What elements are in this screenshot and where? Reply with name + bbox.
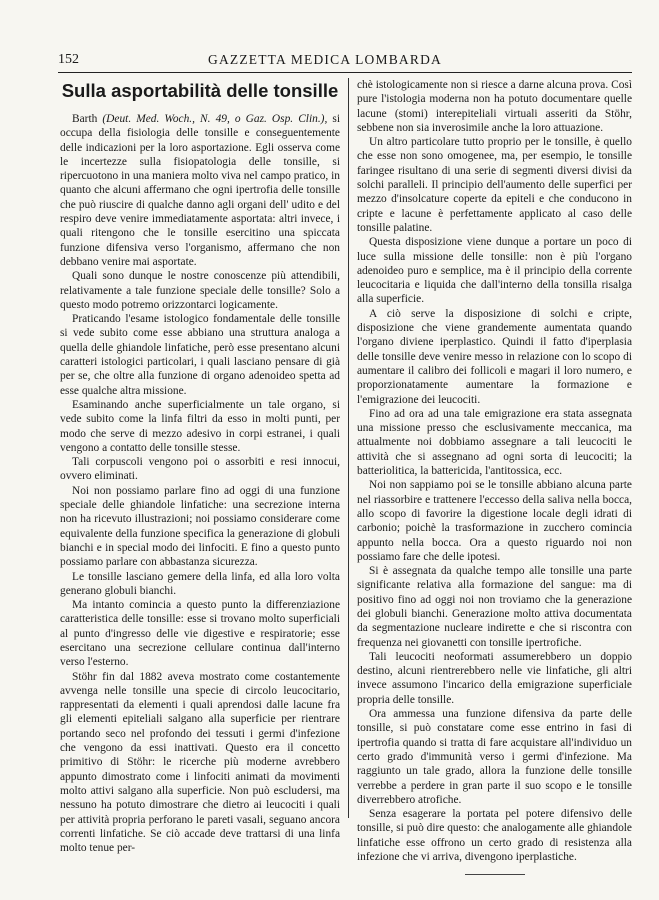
intro-citation: (Deut. Med. Woch., N. 49, o Gaz. Osp. Clin.),: [102, 113, 328, 125]
paragraph: Tali corpuscoli vengono poi o assorbiti e resi innocui, ovvero eliminati.: [60, 456, 340, 483]
paragraph: Senza esagerare la portata pel potere difensivo delle tonsille, si può dire questo: che analogamente alle ghiandole linfatiche esse offrono un certo grado di resistenza alla infezione che vi arriva, divengono iperplastiche.: [357, 808, 632, 864]
intro-paragraph: [60, 112, 340, 269]
paragraph: Noi non possiamo parlare fino ad oggi di una funzione speciale delle ghiandole linfatiche: una secrezione interna non ha ricevuto illustrazioni; noi possiamo considerare come equivalente della funzione specifica la generazione di globuli bianchi e in special modo dei linfociti. E fino a questo punto possiamo parlare con abbastanza sicurezza.: [60, 484, 340, 569]
page-number: 152: [58, 52, 79, 67]
header-rule: [58, 72, 632, 73]
paragraph: Si è assegnata da qualche tempo alle tonsille una parte significante relativa alla formazione del sangue: ma di positivo fino ad oggi noi non troviamo che la generazione dei globuli bianchi. Generazione molto attiva documentata da segmentazione nucleare indirette e che si riscontra con frequenza nei giovanetti con tonsille ipertrofiche.: [357, 565, 632, 649]
journal-title: GAZZETTA MEDICA LOMBARDA: [208, 52, 442, 67]
paragraph: Ma intanto comincia a questo punto la differenziazione caratteristica delle tonsille: esse si trovano molto superficiali al punto d'ingresso delle vie digestive e respiratorie; esse esercitano una secrezione cellulare continua dall'interno verso l'esterno.: [60, 599, 340, 669]
paragraph: Esaminando anche superficialmente un tale organo, si vede subito come la linfa filtri da esso in molti punti, per modo che serve di mezzo adesivo in corpi estranei, i quali vengono a contatto delle tonsille stesse.: [60, 398, 340, 454]
intro-author: Barth: [72, 113, 98, 125]
paragraph: Stöhr fin dal 1882 aveva mostrato come costantemente avvenga nelle tonsille una specie di circolo leucocitario, rappresentati da elementi i quali aprendosi dalle lacune fra gli elementi epiteliali salgano alla superficie per rientrare portando seco nel profondo dei tessuti i germi d'infezione che vengono da essi inattivati. Questo era il concetto primitivo di Stöhr: le ricerche più moderne avrebbero appunto dimostrato come i linfociti animati da movimenti molto attivi salgano alla superficie. Non può escludersi, ma nessuno ha potuto dimostrare che dietro ai leucociti i quali per attività propria perforano le pareti vasali, seguano ancora correnti linfatiche. Se ciò accade deve trattarsi di una linfa molto tenue per-: [60, 670, 340, 855]
paragraph: Fino ad ora ad una tale emigrazione era stata assegnata una missione presso che esclusivamente meccanica, ma attualmente noi dobbiamo assegnare a tali leucociti le attività che si assegnano ad ogni sorta di leucociti; la batteriolitica, la battericida, l'antitossica, ecc.: [357, 407, 632, 478]
article-title: Sulla asportabilità delle tonsille: [61, 80, 339, 101]
paragraph: Tali leucociti neoformati assumerebbero un doppio destino, alcuni rientrerebbero nelle vie linfatiche, gli altri invece assumono l'incarico della emigrazione superficiale propria delle tonsille.: [357, 650, 632, 706]
paragraph: Un altro particolare tutto proprio per le tonsille, è quello che esse non sono omogenee, ma, per esempio, le tonsille faringee risultano di una serie di segmenti diversi divisi da solchi paralleli. Il principio dell'aumento delle superfici per mezzo d'insolcature coperte da epiteli e che conducono in cripte e lacune è perfettamente applicato al caso delle tonsille palatine.: [357, 136, 632, 234]
continued-paragraph: chè istologicamente non si riesce a darne alcuna prova. Così pure l'istologia moderna non ha potuto documentare quelle lacune (stomi) interepiteliali virtuali asseriti da Stöhr, sebbene non sia inverosimile anche la loro attuazione.: [357, 79, 632, 134]
paragraph: Quali sono dunque le nostre conoscenze più attendibili, relativamente a tale funzione speciale delle tonsille? Solo a questo modo potremo orizzontarci logicamente.: [60, 270, 340, 311]
paragraph: Noi non sappiamo poi se le tonsille abbiano alcuna parte nel riassorbire e trattenere l'eccesso della saliva nella bocca, allo scopo di favorire la digestione locale degli idrati di carbonio; poichè la trasformazione in zucchero comincia appunto nella bocca. Ora a questo riguardo noi non possiamo fare che delle ipotesi.: [357, 479, 632, 563]
paragraph: Praticando l'esame istologico fondamentale delle tonsille si vede subito come esse abbiano una struttura analoga a quella delle ghiandole linfatiche, però esse presentano alcuni caratteri istologici particolari, i quali lasciano pensare di già per se, che oltre alla funzione di organo adenoideo spetta ad esse qualche altra missione.: [60, 313, 340, 397]
end-rule: [465, 874, 525, 875]
paragraph: Questa disposizione viene dunque a portare un poco di luce sulla missione delle tonsille: non è più l'organo adenoideo puro e semplice, ma è il principio della corrente leucocitaria e liquida che dall'interno della tonsilla risalga alla superficie.: [357, 236, 632, 306]
page-header: [58, 50, 630, 70]
paragraph: Ora ammessa una funzione difensiva da parte delle tonsille, si può constatare come esse entrino in fasi di ipertrofia quando si tratta di fare acquistare all'individuo un certo grado d'immunità verso i germi d'infezione. Ma raggiunto un tale grado, allora la funzione delle tonsille verrebbe a perdere in gran parte il suo scopo e le tonsille diverrebbero atrofiche.: [357, 708, 632, 806]
intro-text: si occupa della fisiologia delle tonsille e conseguentemente delle indicazioni per la loro asportazione. Egli osserva come le incertezze sulla fisiopatologia delle tonsille, si ripercuotono in una maniera molto viva nel campo pratico, in quanto che alcuni affermano che ogni ipertrofia delle tonsille che può riuscire di qualche danno agli organi dell' udito e del respiro deve venire immediatamente asportata: altri invece, i quali ritengono che le tonsille esercitino una spiccata funzione difensiva verso l'organismo, affermano che non debbano venire mai asportate.: [60, 113, 340, 268]
right-column: [357, 78, 632, 875]
column-divider: [348, 78, 349, 818]
paragraph: Le tonsille lasciano gemere della linfa, ed alla loro volta generano globuli bianchi.: [60, 570, 340, 597]
paragraph: A ciò serve la disposizione di solchi e cripte, disposizione che viene grandemente aumentata quando l'organo diviene iperplastico. Quindi il fatto d'iperplasia delle tonsille deve venire messo in relazione con lo scopo di aumentare il calibro dei follicoli e magari il loro numero, e proporzionatamente aumentare la formazione e l'emigrazione dei leucociti.: [357, 307, 632, 406]
left-column: [60, 78, 340, 855]
